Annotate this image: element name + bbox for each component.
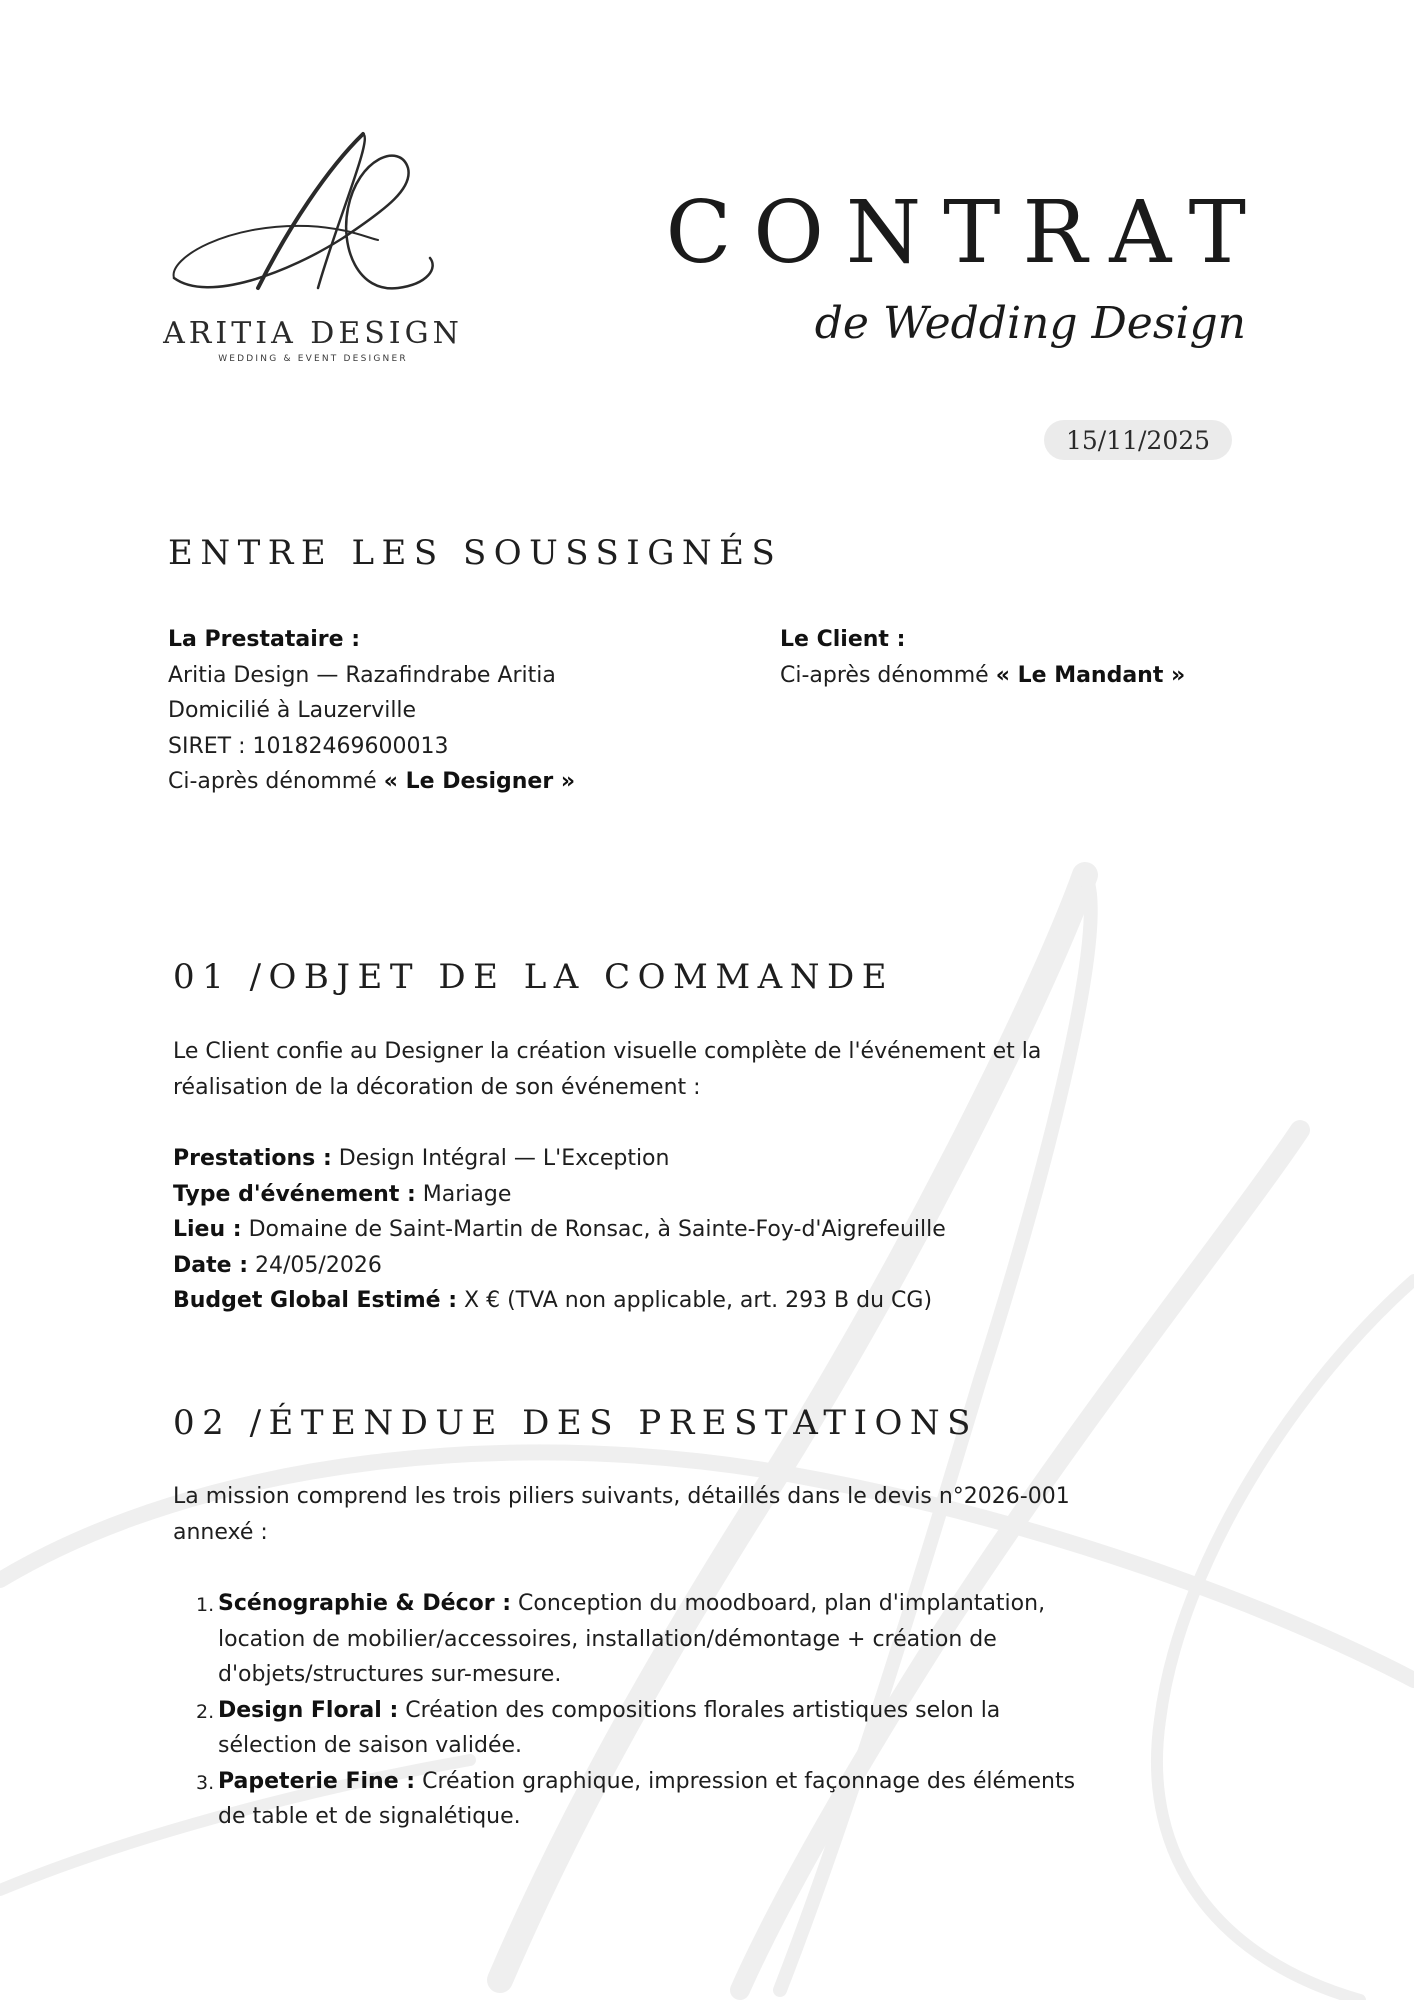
section1-intro <box>173 1034 1253 1105</box>
list-item: 3. Papeterie Fine : Création graphique, impression et façonnage des éléments de table et de signalétique. <box>190 1764 1250 1835</box>
provider-alias-prefix: Ci-après dénommé <box>168 769 377 794</box>
list-item: 2. Design Floral : Création des compositions florales artistiques selon la sélection de saison validée. <box>190 1693 1250 1764</box>
list-item-label: Scénographie & Décor : <box>218 1591 512 1616</box>
provider-address: Domicilié à Lauzerville <box>168 698 417 723</box>
list-item: 1. Scénographie & Décor : Conception du moodboard, plan d'implantation, location de mobilier/accessoires, installation/démontage + création de d'objets/structures sur-mesure. <box>190 1586 1250 1693</box>
brand-tagline: WEDDING & EVENT DESIGNER <box>218 354 408 364</box>
scope-list <box>190 1586 1250 1835</box>
provider-siret: SIRET : 10182469600013 <box>168 733 449 759</box>
detail-location: Lieu : Domaine de Saint-Martin de Ronsac, à Sainte-Foy-d'Aigrefeuille <box>173 1217 946 1242</box>
section2-heading: 02 /ÉTENDUE DES PRESTATIONS <box>173 1403 978 1443</box>
list-item-label: Papeterie Fine : <box>218 1768 416 1794</box>
date-badge: 15/11/2025 <box>1044 420 1232 460</box>
section2-intro-line: annexé : <box>173 1519 268 1545</box>
section1-heading: 01 /OBJET DE LA COMMANDE <box>173 957 895 997</box>
section1-details <box>173 1141 1273 1319</box>
section1-intro-line: Le Client confie au Designer la création visuelle complète de l'événement et la <box>173 1039 1042 1064</box>
detail-date: Date : 24/05/2026 <box>173 1252 382 1278</box>
section1-intro-line: réalisation de la décoration de son événement : <box>173 1074 701 1100</box>
detail-event-type: Type d'événement : Mariage <box>173 1181 512 1207</box>
client-label: Le Client : <box>780 627 906 652</box>
document-subtitle: de Wedding Design <box>814 298 1246 349</box>
document-title: CONTRAT <box>665 183 1268 283</box>
client-alias: « Le Mandant » <box>995 662 1186 688</box>
ad-monogram-icon <box>168 128 458 303</box>
detail-budget: Budget Global Estimé : X € (TVA non applicable, art. 293 B du CG) <box>173 1288 933 1313</box>
section2-intro <box>173 1479 1273 1550</box>
list-number: 1. <box>196 1594 215 1616</box>
list-number: 2. <box>196 1700 215 1723</box>
section2-intro-line: La mission comprend les trois piliers suivants, détaillés dans le devis n°2026-001 <box>173 1484 1070 1509</box>
client-block <box>780 622 1280 693</box>
provider-label: La Prestataire : <box>168 627 361 652</box>
parties-heading: ENTRE LES SOUSSIGNÉS <box>168 533 783 573</box>
list-number: 3. <box>196 1771 215 1794</box>
provider-name: Aritia Design — Razafindrabe Aritia <box>168 662 556 688</box>
detail-prestations: Prestations : Design Intégral — L'Exception <box>173 1146 670 1171</box>
client-alias-prefix: Ci-après dénommé <box>780 662 989 688</box>
list-item-label: Design Floral : <box>218 1697 399 1723</box>
provider-block <box>168 622 728 800</box>
brand-name: ARITIA DESIGN <box>163 316 463 351</box>
provider-alias: « Le Designer » <box>383 769 576 794</box>
